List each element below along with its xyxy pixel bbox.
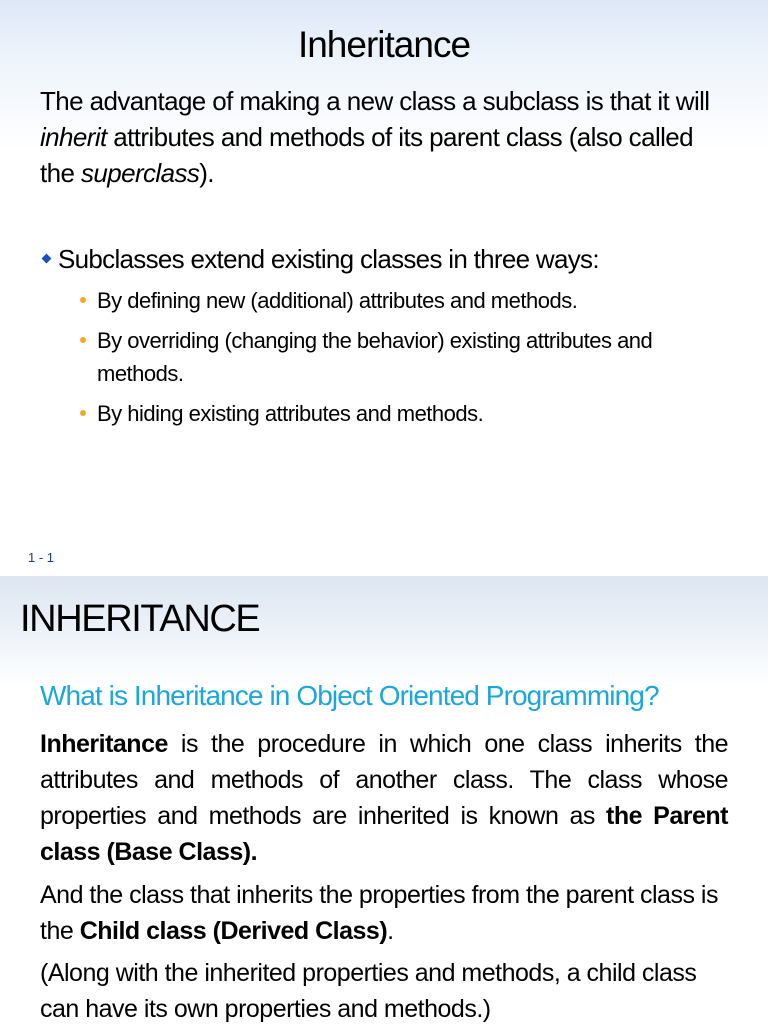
slide-1-title: Inheritance [297, 24, 471, 65]
sub-bullet-item [80, 397, 720, 430]
child-class-text: And the class that inherits the properties from the parent class is the [40, 881, 718, 945]
term-inheritance: Inheritance [40, 730, 168, 758]
sub-bullet-list [80, 284, 720, 437]
sub-bullet-item [80, 324, 720, 390]
intro-text-2: attributes and methods of its parent class (also called [106, 122, 694, 152]
definition-paragraph [40, 726, 728, 870]
child-class-paragraph [40, 877, 728, 949]
sub-bullet-item [80, 284, 720, 317]
diamond-bullet-icon [42, 254, 52, 264]
slide-2-subtitle: What is Inheritance in Object Oriented Programming? [40, 680, 659, 711]
note-paragraph: (Along with the inherited properties and methods, a child class can have its own properties and methods.) [40, 959, 697, 1023]
term-child-class: Child class (Derived Class) [79, 917, 388, 945]
intro-paragraph [40, 83, 740, 191]
sub-bullet-text: By defining new (additional) attributes and methods. [97, 288, 578, 313]
term-parent-class: the Parent class (Base Class). [40, 802, 728, 866]
intro-text-1: The advantage of making a new class a subclass is that it will [40, 86, 710, 116]
intro-text-3: the [40, 158, 81, 188]
intro-italic-superclass: superclass [80, 158, 200, 188]
definition-text: is the procedure in which one class inherits the attributes and methods of another class. The class whose properties and methods are inherited is known as [40, 730, 728, 830]
intro-text-4: ). [199, 158, 214, 188]
page-number: 1 - 1 [28, 550, 55, 565]
slide-2-title: INHERITANCE [20, 598, 260, 640]
intro-italic-inherit: inherit [40, 122, 107, 152]
orange-dot-icon [80, 337, 86, 343]
orange-dot-icon [80, 297, 86, 303]
main-bullet [40, 241, 740, 277]
sub-bullet-text: By overriding (changing the behavior) existing attributes and methods. [97, 328, 653, 386]
slide-2 [0, 576, 768, 1024]
sub-bullet-text: By hiding existing attributes and methods. [97, 401, 484, 426]
child-class-end: . [387, 917, 394, 945]
main-bullet-text: Subclasses extend existing classes in three ways: [58, 244, 599, 274]
orange-dot-icon [80, 410, 86, 416]
